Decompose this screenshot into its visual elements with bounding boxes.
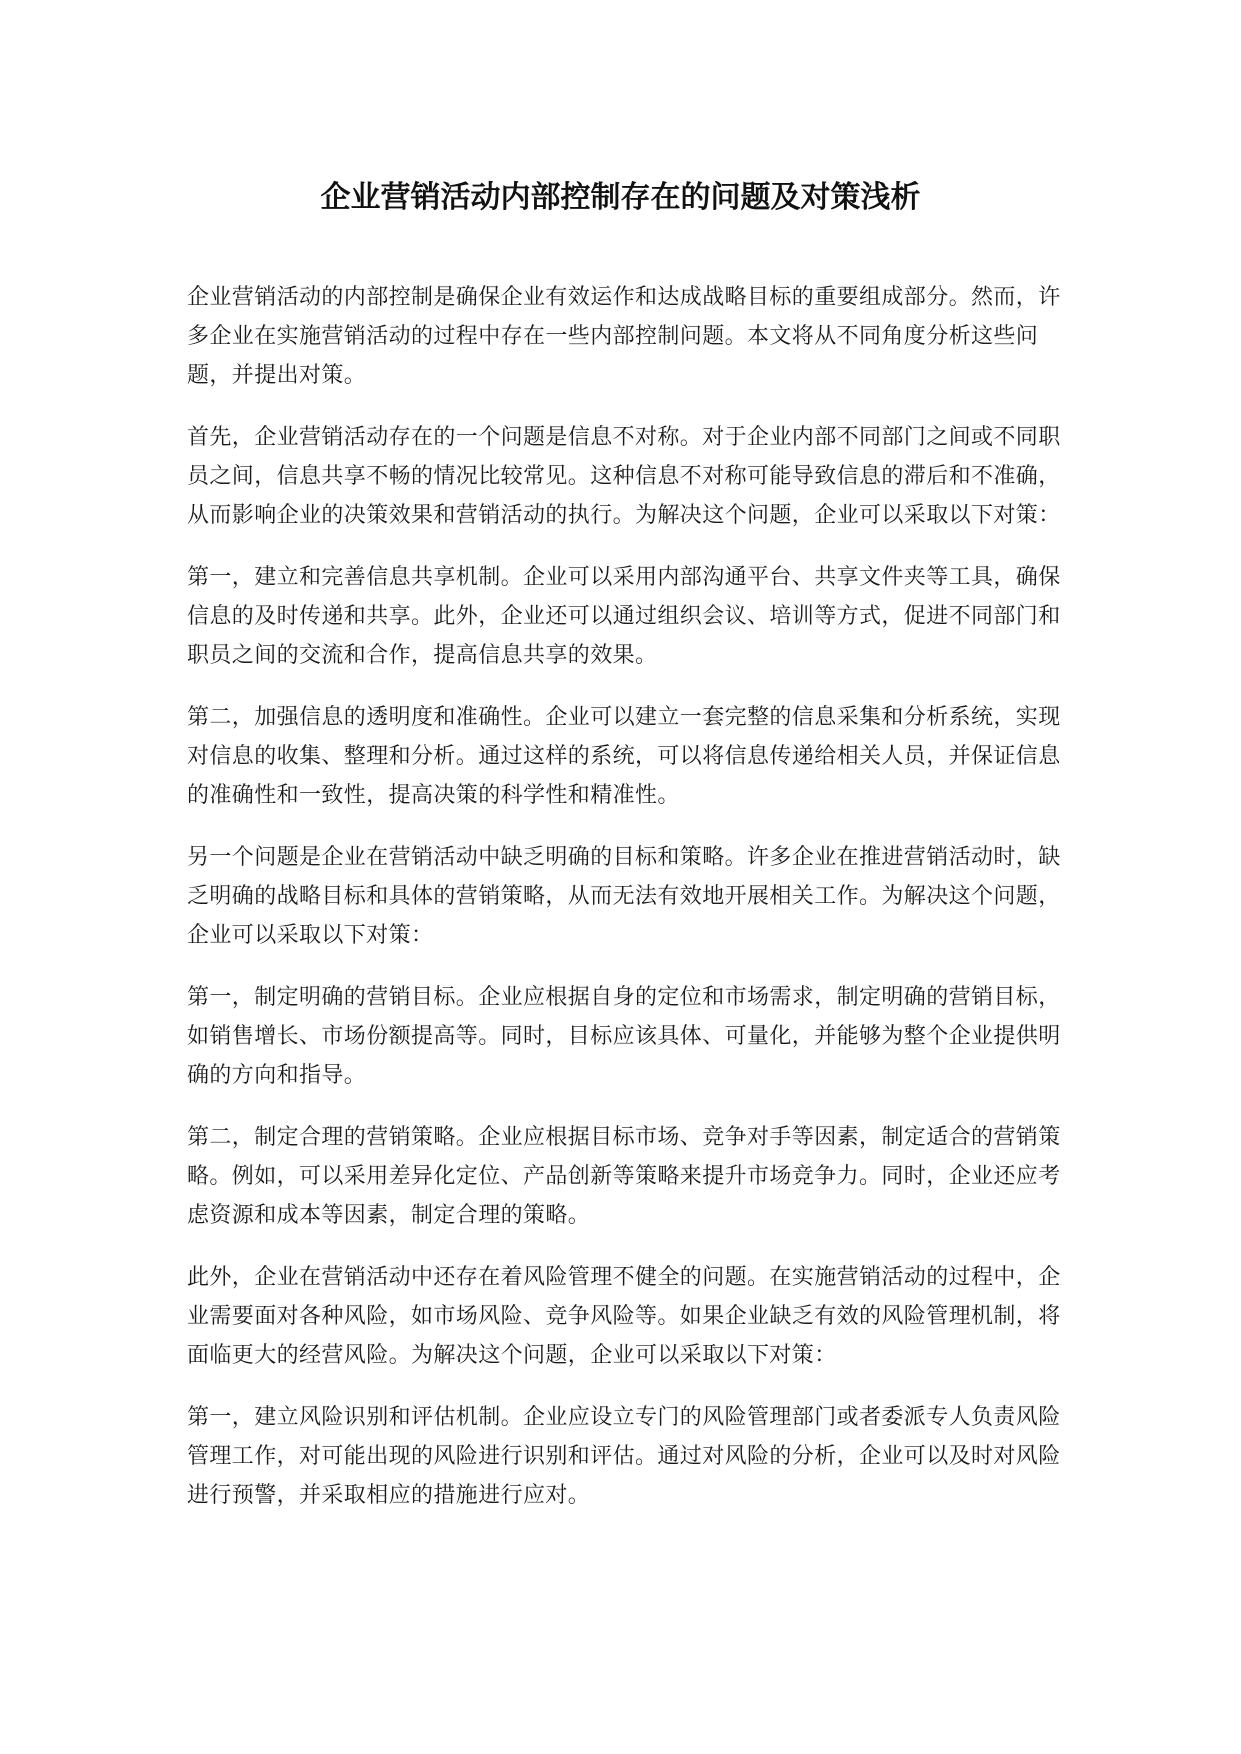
- paragraph-risk-management: 此外，企业在营销活动中还存在着风险管理不健全的问题。在实施营销活动的过程中，企业需要面对各种风险，如市场风险、竞争风险等。如果企业缺乏有效的风险管理机制，将面临更大的经营风险。为解决这个问题，企业可以采取以下对策：: [187, 1265, 1061, 1368]
- paragraph-risk-identification: 第一，建立风险识别和评估机制。企业应设立专门的风险管理部门或者委派专人负责风险管理工作，对可能出现的风险进行识别和评估。通过对风险的分析，企业可以及时对风险进行预警，并采取相应的措施进行应对。: [187, 1405, 1061, 1508]
- document-title: 企业营销活动内部控制存在的问题及对策浅析: [320, 180, 921, 215]
- paragraph-marketing-strategy: 第二，制定合理的营销策略。企业应根据目标市场、竞争对手等因素，制定适合的营销策略。例如，可以采用差异化定位、产品创新等策略来提升市场竞争力。同时，企业还应考虑资源和成本等因素，制定合理的策略。: [187, 1125, 1061, 1228]
- paragraph-goals-strategy: 另一个问题是企业在营销活动中缺乏明确的目标和策略。许多企业在推进营销活动时，缺乏明确的战略目标和具体的营销策略，从而无法有效地开展相关工作。为解决这个问题，企业可以采取以下对策：: [187, 845, 1061, 948]
- paragraph-info-asymmetry: 首先，企业营销活动存在的一个问题是信息不对称。对于企业内部不同部门之间或不同职员之间，信息共享不畅的情况比较常见。这种信息不对称可能导致信息的滞后和不准确，从而影响企业的决策效果和营销活动的执行。为解决这个问题，企业可以采取以下对策：: [187, 425, 1061, 528]
- paragraph-info-transparency: 第二，加强信息的透明度和准确性。企业可以建立一套完整的信息采集和分析系统，实现对信息的收集、整理和分析。通过这样的系统，可以将信息传递给相关人员，并保证信息的准确性和一致性，提高决策的科学性和精准性。: [187, 705, 1061, 808]
- paragraph-info-sharing: 第一，建立和完善信息共享机制。企业可以采用内部沟通平台、共享文件夹等工具，确保信息的及时传递和共享。此外，企业还可以通过组织会议、培训等方式，促进不同部门和职员之间的交流和合作，提高信息共享的效果。: [187, 565, 1061, 668]
- paragraph-intro: 企业营销活动的内部控制是确保企业有效运作和达成战略目标的重要组成部分。然而，许多企业在实施营销活动的过程中存在一些内部控制问题。本文将从不同角度分析这些问题，并提出对策。: [187, 285, 1061, 388]
- document-body: [187, 278, 1067, 1538]
- paragraph-marketing-goals: 第一，制定明确的营销目标。企业应根据自身的定位和市场需求，制定明确的营销目标，如销售增长、市场份额提高等。同时，目标应该具体、可量化，并能够为整个企业提供明确的方向和指导。: [187, 985, 1061, 1088]
